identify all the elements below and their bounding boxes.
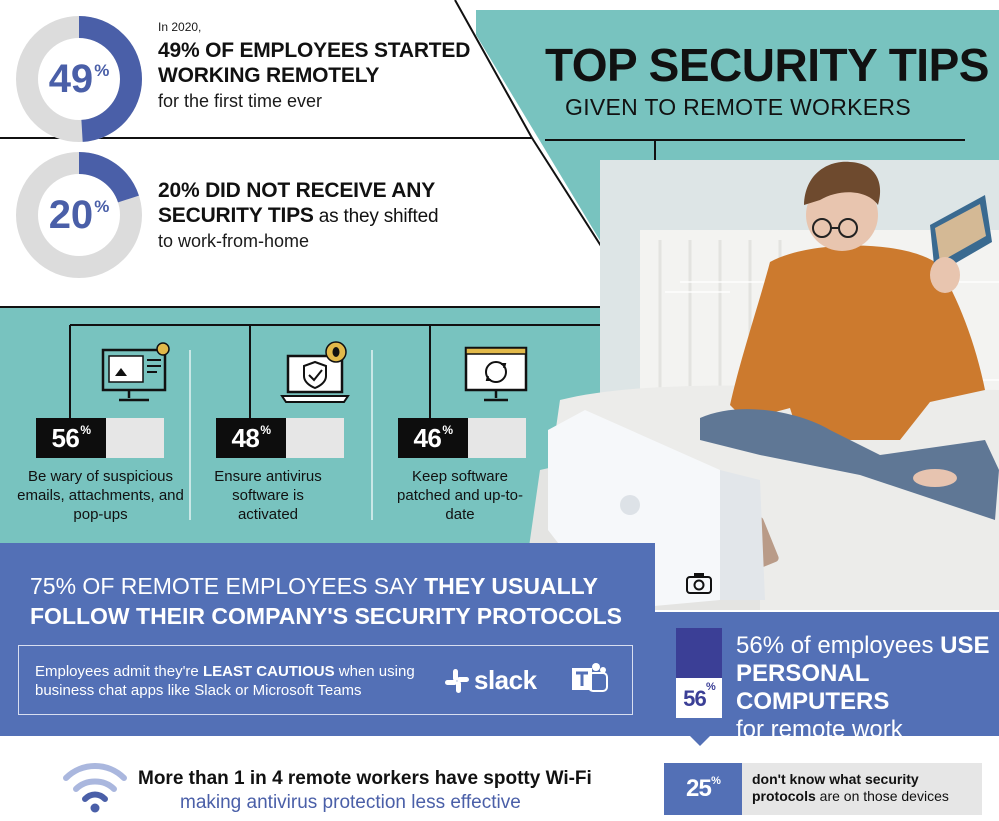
monitor-update-icon (458, 340, 538, 408)
personal-computers-bar (676, 628, 722, 718)
slack-wordmark: slack (474, 665, 537, 695)
protocols-headline: 75% OF REMOTE EMPLOYEES SAY THEY USUALLY FOLLOW THEIR COMPANY'S SECURITY PROTOCOLS (30, 573, 622, 629)
tip-3-percent: 46 % (398, 418, 468, 458)
wifi-icon (62, 760, 128, 814)
wifi-subtext: making antivirus protection less effective (180, 792, 521, 813)
stat1-year: In 2020, (158, 20, 202, 34)
stat2-headline: 20% DID NOT RECEIVE ANY SECURITY TIPS as they shifted (158, 179, 439, 227)
tip-1-percent: 56 % (36, 418, 106, 458)
stat1-subtext: for the first time ever (158, 91, 323, 111)
camera-icon (686, 572, 712, 594)
dont-know-text: don't know what security protocols are on those devices (752, 771, 949, 804)
personal-computers-text: 56% of employees USE PERSONAL COMPUTERS for remote work (736, 632, 990, 743)
slack-logo (444, 665, 537, 696)
dont-know-percent: 25 % (664, 763, 742, 815)
personal-bar-fill (676, 628, 722, 678)
chat-apps-text: Employees admit they're LEAST CAUTIOUS when using business chat apps like Slack or Microsoft Teams (35, 663, 415, 699)
tip-3-label: Keep software patched and up-to-date (397, 468, 523, 523)
donut-value-20: 20 % (48, 192, 110, 237)
stat1-headline: 49% OF EMPLOYEES STARTED WORKING REMOTELY (158, 39, 471, 87)
laptop-antivirus-icon (278, 340, 358, 408)
tip-bar-1 (36, 418, 164, 458)
tip-3-bar-remainder (468, 418, 526, 458)
tip-2-label: Ensure antivirus software is activated (214, 468, 322, 523)
tip-1-label: Be wary of suspicious emails, attachments, and pop-ups (17, 468, 184, 523)
tip-bar-2 (216, 418, 344, 458)
stat2-subtext: to work-from-home (158, 231, 310, 251)
tip-bar-3 (398, 418, 526, 458)
tip-2-percent: 48 % (216, 418, 286, 458)
tip-1-bar-remainder (106, 418, 164, 458)
wifi-headline: More than 1 in 4 remote workers have spotty Wi-Fi (138, 768, 592, 789)
monitor-phishing-icon (95, 340, 175, 408)
personal-percent: 56% (683, 680, 715, 711)
tip-2-bar-remainder (286, 418, 344, 458)
page-title: TOP SECURITY TIPS (545, 39, 989, 91)
slack-logo-icon (444, 668, 470, 694)
page-subtitle: GIVEN TO REMOTE WORKERS (565, 94, 911, 120)
microsoft-teams-logo-icon (570, 660, 608, 696)
donut-value-49: 49 % (48, 56, 110, 101)
